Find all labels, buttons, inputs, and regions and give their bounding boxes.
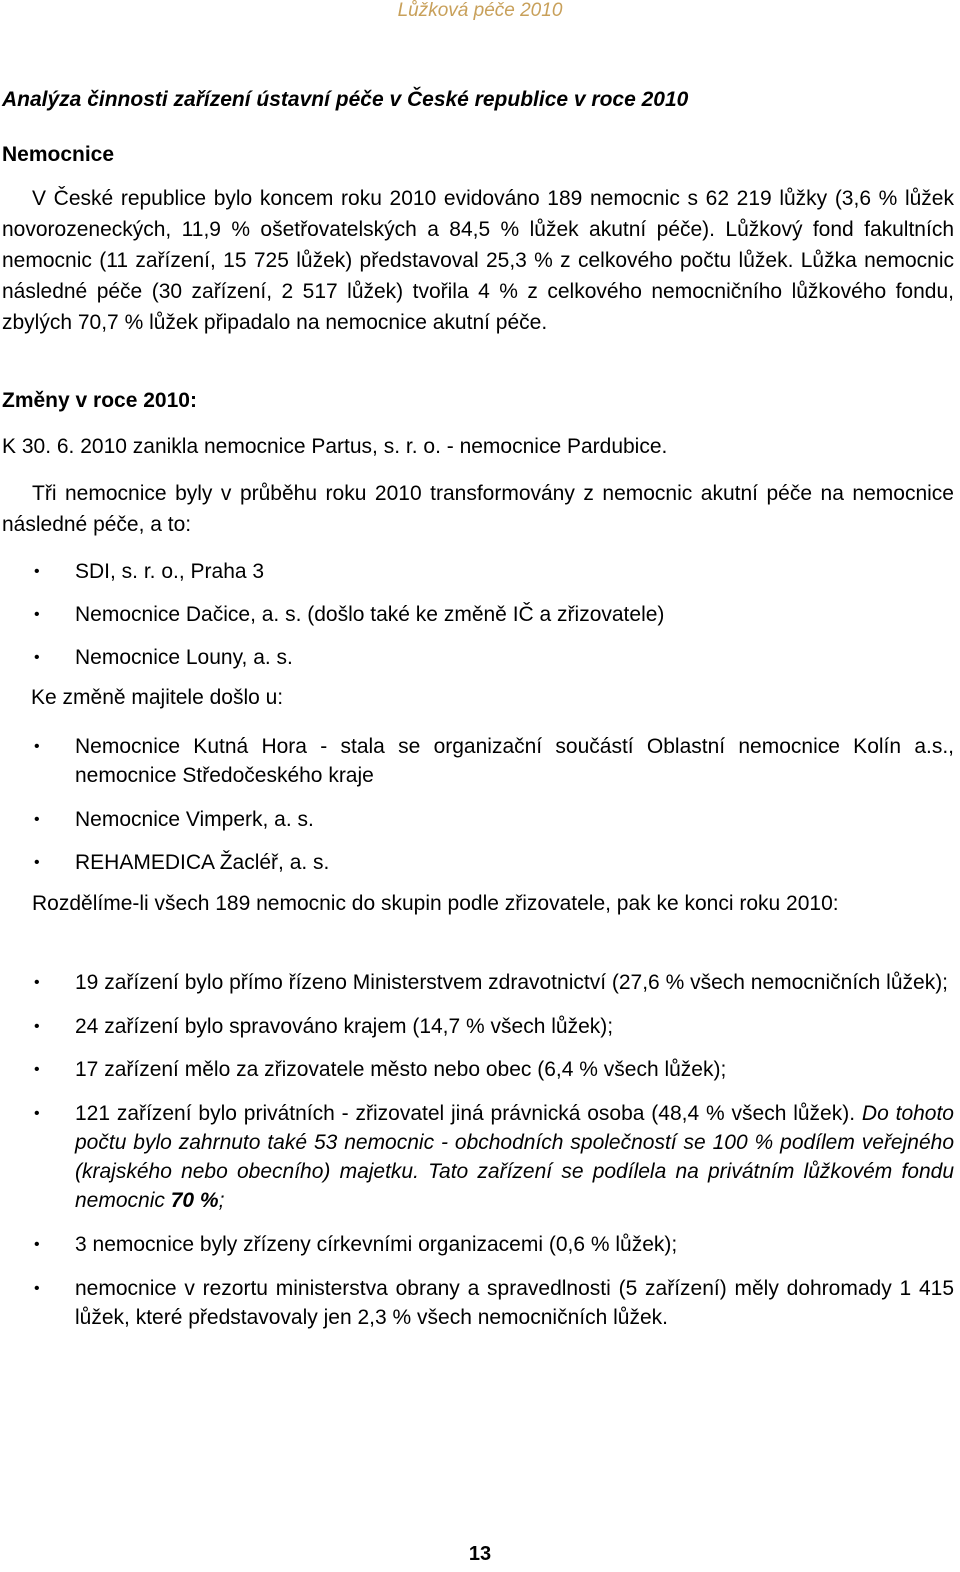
bullet-icon: • bbox=[34, 1061, 40, 1078]
bullet-icon: • bbox=[34, 738, 40, 755]
list-item bbox=[0, 643, 954, 672]
page-number: 13 bbox=[468, 1543, 492, 1565]
bullet-icon: • bbox=[34, 974, 40, 991]
list-item bbox=[0, 557, 954, 586]
intro-sentence-2: Lůžkový fond fakultních nemocnic (11 zařízení, 15 725 lůžek) představoval 25,3 % z celkového počtu lůžek. bbox=[2, 218, 955, 272]
transformed-list bbox=[0, 557, 954, 672]
list-item-text: SDI, s. r. o., Praha 3 bbox=[75, 560, 265, 583]
list-item-text: 17 zařízení mělo za zřizovatele město nebo obec (6,4 % všech lůžek); bbox=[75, 1058, 727, 1081]
bullet-icon: • bbox=[34, 1236, 40, 1253]
bullet-icon: • bbox=[34, 606, 40, 623]
founders-intro: Rozdělíme-li všech 189 nemocnic do skupin podle zřizovatele, pak ke konci roku 2010: bbox=[32, 892, 839, 915]
list-item bbox=[0, 1012, 954, 1041]
list-item-text: 3 nemocnice byly zřízeny církevními organizacemi (0,6 % lůžek); bbox=[75, 1233, 678, 1256]
list-item-text: REHAMEDICA Žacléř, a. s. bbox=[75, 851, 330, 874]
intro-paragraph bbox=[2, 183, 954, 338]
list-item-text: 24 zařízení bylo spravováno krajem (14,7 % všech lůžek); bbox=[75, 1015, 614, 1038]
transform-intro: Tři nemocnice byly v průběhu roku 2010 transformovány z nemocnic akutní péče na nemocnice následné péče, a to: bbox=[2, 482, 954, 536]
list-item-italic-note: Do tohoto počtu bylo zahrnuto také 53 nemocnic - obchodních společností se 100 % podílem veřejného (krajského nebo obecního) majetku. Tato zařízení se podílela na privátním lůžkovém fondu nemocnic bbox=[75, 1102, 954, 1212]
bullet-icon: • bbox=[34, 649, 40, 666]
list-item bbox=[0, 732, 954, 790]
list-item bbox=[0, 600, 954, 629]
list-item bbox=[0, 1055, 954, 1084]
list-item-italic-end: ; bbox=[218, 1189, 225, 1212]
owner-intro: Ke změně majitele došlo u: bbox=[31, 686, 284, 709]
section-title: Nemocnice bbox=[2, 143, 115, 166]
list-item bbox=[0, 1099, 954, 1215]
bullet-icon: • bbox=[34, 811, 40, 828]
list-item-text: nemocnice v rezortu ministerstva obrany a spravedlnosti (5 zařízení) měly dohromady 1 415 lůžek, které představovaly jen 2,3 % všech nemocničních lůžek. bbox=[75, 1277, 954, 1329]
list-item-text: Nemocnice Kutná Hora - stala se organizační součástí Oblastní nemocnice Kolín a.s., nemocnice Středočeského kraje bbox=[75, 735, 954, 787]
list-item bbox=[0, 1230, 954, 1259]
list-item-text: Nemocnice Louny, a. s. bbox=[75, 646, 293, 669]
intro-sentence-1: V České republice bylo koncem roku 2010 evidováno 189 nemocnic s 62 219 lůžky (3,6 % lůžek novorozeneckých, 11,9 % ošetřovatelských a 84,5 % lůžek akutní péče). bbox=[2, 187, 954, 241]
changes-title: Změny v roce 2010: bbox=[2, 389, 197, 412]
list-item-text: 121 zařízení bylo privátních - zřizovatel jiná právnická osoba (48,4 % všech lůžek). bbox=[75, 1102, 856, 1125]
bullet-icon: • bbox=[34, 1105, 40, 1122]
list-item-text: 19 zařízení bylo přímo řízeno Ministerstvem zdravotnictví (27,6 % všech nemocničních lůžek); bbox=[75, 971, 949, 994]
running-header: Lůžková péče 2010 bbox=[397, 0, 563, 21]
list-item bbox=[0, 968, 954, 997]
closure-note: K 30. 6. 2010 zanikla nemocnice Partus, s. r. o. - nemocnice Pardubice. bbox=[2, 435, 668, 458]
owner-changed-list bbox=[0, 732, 954, 877]
list-item bbox=[0, 805, 954, 834]
list-item-text: Nemocnice Dačice, a. s. (došlo také ke změně IČ a zřizovatele) bbox=[75, 603, 665, 626]
bullet-icon: • bbox=[34, 563, 40, 580]
list-item-text: Nemocnice Vimperk, a. s. bbox=[75, 808, 314, 831]
bullet-icon: • bbox=[34, 854, 40, 871]
bullet-icon: • bbox=[34, 1280, 40, 1297]
list-item-bold-value: 70 % bbox=[170, 1189, 219, 1212]
list-item bbox=[0, 1274, 954, 1332]
founders-list bbox=[0, 968, 954, 1332]
bullet-icon: • bbox=[34, 1018, 40, 1035]
intro-sentence-3: Lůžka nemocnic následné péče (30 zařízení, 2 517 lůžek) tvořila 4 % z celkového nemocničního lůžkového fondu, zbylých 70,7 % lůžek připadalo na nemocnice akutní péče. bbox=[2, 249, 954, 334]
document-title: Analýza činnosti zařízení ústavní péče v České republice v roce 2010 bbox=[2, 88, 689, 111]
list-item bbox=[0, 848, 954, 877]
